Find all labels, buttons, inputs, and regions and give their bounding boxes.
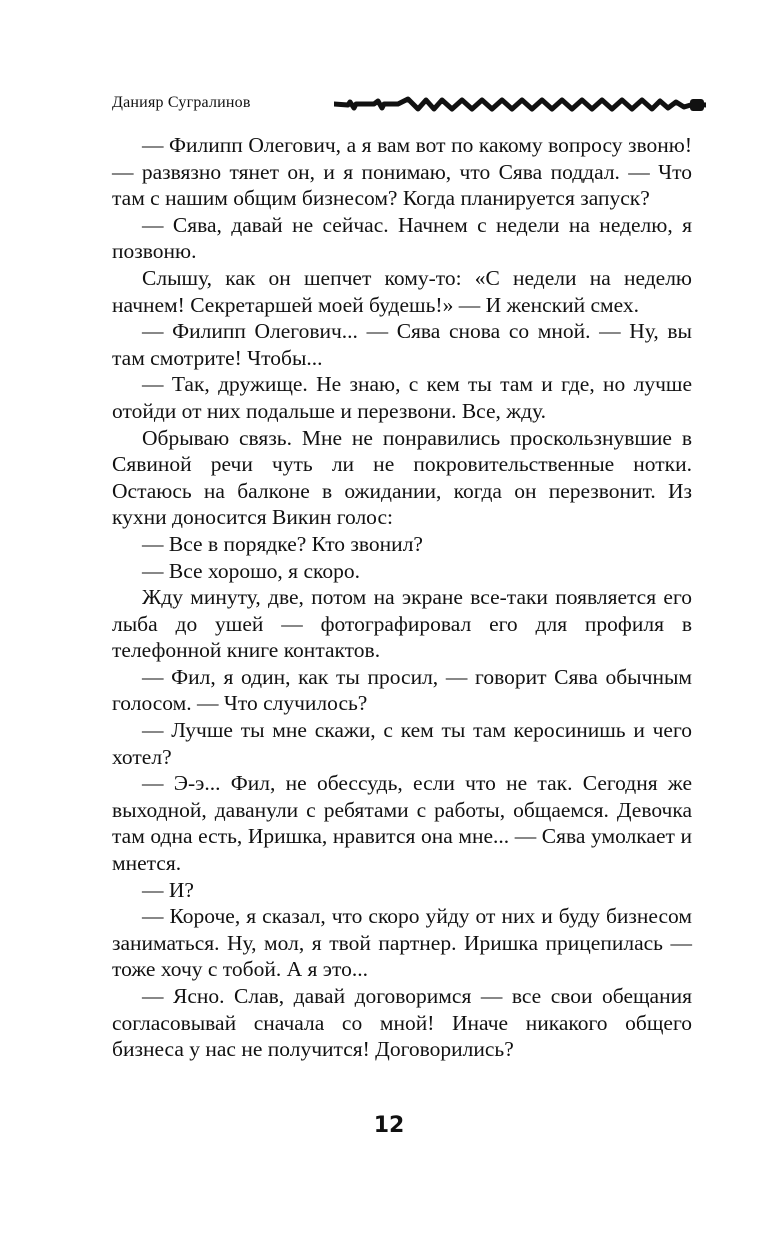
paragraph: — Сява, давай не сейчас. Начнем с недели на неделю, я позвоню. — [112, 212, 692, 264]
paragraph: — Короче, я сказал, что скоро уйду от них и буду бизнесом заниматься. Ну, мол, я твой партнер. Иришка прицепилась — тоже хочу с тобой. А я это... — [112, 904, 692, 982]
paragraph: — Ясно. Слав, давай договоримся — все свои обещания согласовывай сначала со мной! Иначе никакого общего бизнеса у нас не получится! Договорились? — [112, 984, 692, 1062]
paragraph: — Филипп Олегович... — Сява снова со мной. — Ну, вы там смотрите! Чтобы... — [112, 319, 692, 370]
paragraph: — Все в порядке? Кто звонил? — [142, 531, 423, 556]
paragraph: — Филипп Олегович, а я вам вот по какому вопросу звоню! — развязно тянет он, и я понимаю, что Сява поддал. — Что там с нашим общим бизнесом? Когда планируется запуск? — [112, 133, 692, 211]
paragraph: — И? — [142, 877, 194, 902]
paragraph: — Все хорошо, я скоро. — [142, 558, 360, 583]
paragraph: Жду минуту, две, потом на экране все-таки появляется его лыба до ушей — фотографировал его для профиля в телефонной книге контактов. — [112, 585, 692, 663]
body-text — [112, 132, 692, 1063]
page-header — [112, 90, 712, 120]
page-number: 12 — [373, 1113, 405, 1138]
running-head-author: Данияр Сугралинов — [112, 94, 251, 111]
paragraph: Слышу, как он шепчет кому-то: «С недели на неделю начнем! Секретаршей моей будешь!» — И женский смех. — [112, 265, 692, 317]
paragraph: — Фил, я один, как ты просил, — говорит Сява обычным голосом. — Что случилось? — [112, 664, 692, 716]
rope-ornament-icon — [334, 96, 706, 116]
paragraph: — Э-э... Фил, не обессудь, если что не так. Сегодня же выходной, даванули с ребятами с работы, общаемся. Девочка там одна есть, Иришка, нравится она мне... — Сява умолкает и мнется. — [112, 771, 692, 876]
paragraph: — Так, дружище. Не знаю, с кем ты там и где, но лучше отойди от них подальше и перезвони. Все, жду. — [112, 372, 692, 423]
paragraph: Обрываю связь. Мне не понравились проскользнувшие в Сявиной речи чуть ли не покровительственные нотки. Остаюсь на балконе в ожидании, когда он перезвонит. Из кухни доносится Викин голос: — [112, 425, 692, 530]
paragraph: — Лучше ты мне скажи, с кем ты там керосинишь и чего хотел? — [112, 718, 692, 769]
